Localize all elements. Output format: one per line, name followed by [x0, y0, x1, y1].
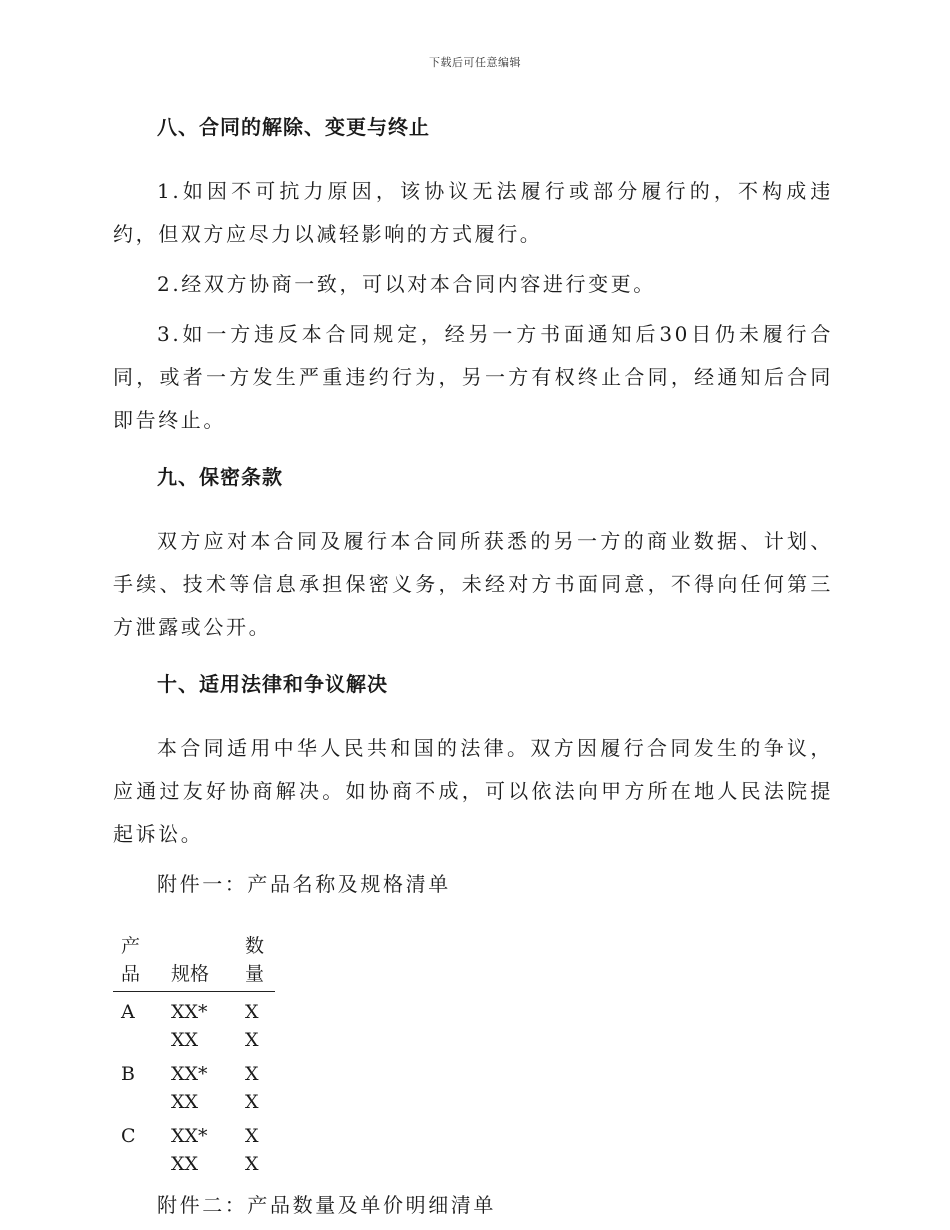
table-row — [113, 1150, 275, 1178]
cell-quantity: X — [245, 1153, 259, 1175]
header-product: 产 品 — [113, 932, 171, 992]
cell-quantity: X — [245, 1029, 259, 1051]
cell-spec: XX* — [171, 1125, 208, 1147]
section-heading-governing-law: 十、适用法律和争议解决 — [157, 672, 388, 696]
table-row — [113, 1088, 275, 1116]
cell-spec: XX* — [171, 1001, 208, 1023]
page-header: 下载后可任意编辑 — [429, 56, 521, 69]
cell-product: B — [121, 1063, 135, 1085]
paragraph-governing-law: 本合同适用中华人民共和国的法律。双方因履行合同发生的争议，应通过友好协商解决。如协商不成，可以依法向甲方所在地人民法院提起诉讼。 — [113, 736, 833, 846]
table-row — [113, 1116, 275, 1150]
cell-spec: XX — [171, 1153, 199, 1175]
paragraph-confidentiality: 双方应对本合同及履行本合同所获悉的另一方的商业数据、计划、手续、技术等信息承担保密义务，未经对方书面同意，不得向任何第三方泄露或公开。 — [113, 529, 833, 639]
paragraph-force-majeure: 1.如因不可抗力原因，该协议无法履行或部分履行的，不构成违约，但双方应尽力以减轻影响的方式履行。 — [113, 179, 833, 246]
paragraph-termination: 3.如一方违反本合同规定，经另一方书面通知后30日仍未履行合同，或者一方发生严重违约行为，另一方有权终止合同，经通知后合同即告终止。 — [113, 322, 833, 432]
section-heading-termination: 八、合同的解除、变更与终止 — [157, 115, 430, 139]
cell-quantity: X — [245, 1091, 259, 1113]
cell-product: C — [121, 1125, 136, 1147]
cell-quantity: X — [245, 1063, 259, 1085]
cell-quantity: X — [245, 1125, 259, 1147]
table-row — [113, 1054, 275, 1088]
table-row — [113, 992, 275, 1027]
cell-spec: XX* — [171, 1063, 208, 1085]
product-spec-table — [113, 932, 275, 1178]
document-body — [113, 106, 833, 1227]
cell-quantity: X — [245, 1001, 259, 1023]
header-spec: 规格 — [171, 932, 245, 992]
cell-spec: XX — [171, 1029, 199, 1051]
paragraph-amendment: 2.经双方协商一致，可以对本合同内容进行变更。 — [157, 272, 656, 296]
header-quantity: 数 量 — [245, 932, 275, 992]
table-header-row — [113, 932, 275, 992]
section-heading-confidentiality: 九、保密条款 — [157, 465, 283, 489]
cell-product: A — [121, 1001, 135, 1023]
attachment-two-title: 附件二：产品数量及单价明细清单 — [157, 1193, 496, 1217]
table-row — [113, 1026, 275, 1054]
attachment-one-title: 附件一：产品名称及规格清单 — [157, 872, 451, 896]
cell-spec: XX — [171, 1091, 199, 1113]
